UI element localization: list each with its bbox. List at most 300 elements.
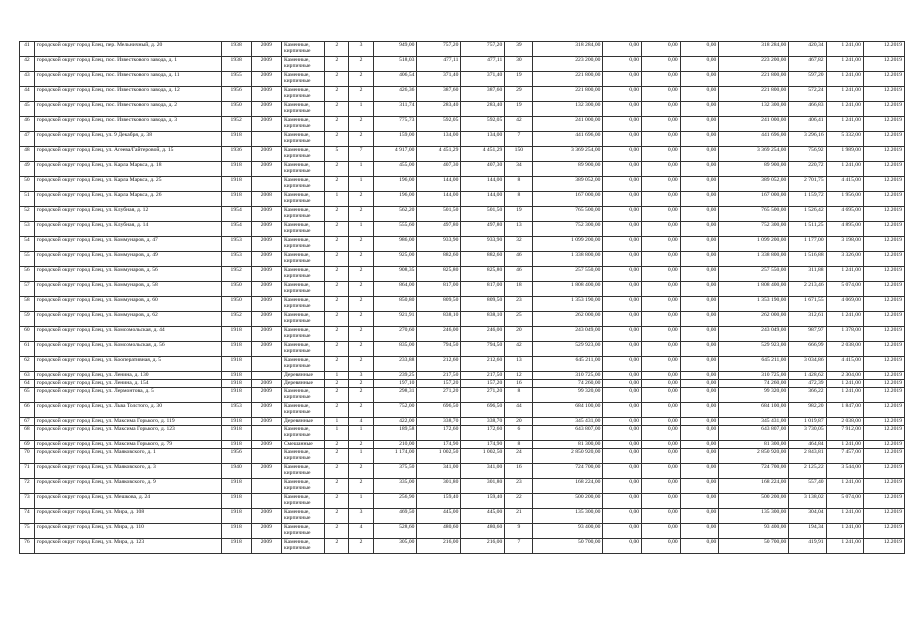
cell-cost-per-m2: 1 177,00 <box>789 237 826 252</box>
table-row <box>20 42 905 57</box>
housing-register-table <box>19 41 905 554</box>
cell-regional-funds: 0,00 <box>642 357 681 372</box>
cell-federal-funds: 0,00 <box>603 42 642 57</box>
cell-residential-area: 216,00 <box>461 539 505 554</box>
cell-limit-cost: 1 241,00 <box>826 312 863 327</box>
cell-build-year: 1954 <box>221 207 251 222</box>
cell-wall-material: Каменные, кирпичные <box>281 177 324 192</box>
cell-local-funds: 0,00 <box>680 539 719 554</box>
cell-limit-cost: 1 241,00 <box>826 267 863 282</box>
cell-residential-area: 174,90 <box>461 441 505 449</box>
cell-limit-cost: 1 956,00 <box>826 192 863 207</box>
cell-entrances: 2 <box>349 237 373 252</box>
cell-wall-material: Смешанные <box>281 441 324 449</box>
cell-federal-funds: 0,00 <box>603 509 642 524</box>
table-row <box>20 372 905 380</box>
cell-entrances: 2 <box>349 297 373 312</box>
cell-owner-funds: 50 700,00 <box>719 539 789 554</box>
cell-build-year: 1950 <box>221 102 251 117</box>
cell-residents: 19 <box>505 207 533 222</box>
cell-regional-funds: 0,00 <box>642 524 681 539</box>
cell-build-year: 1918 <box>221 494 251 509</box>
cell-federal-funds: 0,00 <box>603 192 642 207</box>
cell-residents: 13 <box>505 222 533 237</box>
cell-cost-per-m2: 1 159,72 <box>789 192 826 207</box>
cell-build-year: 1952 <box>221 117 251 132</box>
cell-residential-area: 794,50 <box>461 342 505 357</box>
cell-limit-cost: 1 241,00 <box>826 388 863 403</box>
cell-owner-funds: 1 808 400,00 <box>719 282 789 297</box>
cell-local-funds: 0,00 <box>680 327 719 342</box>
cell-limit-cost: 1 241,00 <box>826 524 863 539</box>
cell-entrances: 2 <box>349 57 373 72</box>
cell-entrances: 4 <box>349 418 373 426</box>
cell-living-area: 271,20 <box>417 388 461 403</box>
cell-build-year: 1955 <box>221 72 251 87</box>
cell-repair-year: 2009 <box>251 327 281 342</box>
table-row <box>20 312 905 327</box>
table-row <box>20 267 905 282</box>
cell-residential-area: 407,30 <box>461 162 505 177</box>
cell-cost-per-m2: 666,99 <box>789 342 826 357</box>
cell-limit-cost: 1 241,00 <box>826 162 863 177</box>
cell-address: городской округ город Елец, пос. Известкового завода, д. 3 <box>34 117 221 132</box>
cell-wall-material: Каменные, кирпичные <box>281 192 324 207</box>
cell-total-cost: 684 100,00 <box>533 403 603 418</box>
cell-entrances: 2 <box>349 117 373 132</box>
cell-row-number: 61 <box>20 342 35 357</box>
cell-wall-material: Каменные, кирпичные <box>281 87 324 102</box>
cell-limit-cost: 1 241,00 <box>826 479 863 494</box>
cell-regional-funds: 0,00 <box>642 87 681 102</box>
cell-build-year: 1956 <box>221 449 251 464</box>
cell-build-year: 1918 <box>221 192 251 207</box>
cell-entrances: 2 <box>349 252 373 267</box>
cell-repair-year: 2009 <box>251 57 281 72</box>
table-row <box>20 494 905 509</box>
cell-wall-material: Каменные, кирпичные <box>281 509 324 524</box>
cell-residential-area: 157,20 <box>461 380 505 388</box>
cell-residential-area: 217,50 <box>461 372 505 380</box>
cell-limit-cost: 3 198,00 <box>826 237 863 252</box>
cell-total-cost: 167 000,00 <box>533 192 603 207</box>
cell-floors: 2 <box>325 327 349 342</box>
cell-residents: 8 <box>505 441 533 449</box>
cell-regional-funds: 0,00 <box>642 418 681 426</box>
cell-federal-funds: 0,00 <box>603 388 642 403</box>
cell-cost-per-m2: 467,82 <box>789 57 826 72</box>
cell-completion-date: 12.2019 <box>863 282 904 297</box>
cell-regional-funds: 0,00 <box>642 403 681 418</box>
cell-living-area: 501,50 <box>417 207 461 222</box>
cell-address: городской округ город Елец, ул. Карла Маркса, д. 26 <box>34 192 221 207</box>
table-row <box>20 177 905 192</box>
cell-residential-area: 933,90 <box>461 237 505 252</box>
cell-row-number: 44 <box>20 87 35 102</box>
cell-federal-funds: 0,00 <box>603 237 642 252</box>
table-row <box>20 403 905 418</box>
cell-entrances: 3 <box>349 42 373 57</box>
cell-completion-date: 12.2019 <box>863 177 904 192</box>
cell-row-number: 76 <box>20 539 35 554</box>
cell-row-number: 41 <box>20 42 35 57</box>
cell-floors: 2 <box>325 524 349 539</box>
cell-total-cost: 99 320,00 <box>533 388 603 403</box>
cell-repair-year: 2009 <box>251 102 281 117</box>
cell-entrances: 2 <box>349 132 373 147</box>
cell-address: городской округ город Елец, ул. Коммунаров, д. 58 <box>34 282 221 297</box>
cell-completion-date: 12.2019 <box>863 222 904 237</box>
cell-completion-date: 12.2019 <box>863 87 904 102</box>
cell-address: городской округ город Елец, ул. Льва Толстого, д. 30 <box>34 403 221 418</box>
cell-total-area: 986,00 <box>373 237 417 252</box>
cell-address: городской округ город Елец, ул. Клубная, д. 12 <box>34 207 221 222</box>
cell-living-area: 301,80 <box>417 479 461 494</box>
cell-wall-material: Каменные, кирпичные <box>281 297 324 312</box>
cell-cost-per-m2: 982,20 <box>789 403 826 418</box>
cell-total-cost: 500 200,00 <box>533 494 603 509</box>
cell-cost-per-m2: 464,84 <box>789 441 826 449</box>
cell-row-number: 52 <box>20 207 35 222</box>
cell-residents: 7 <box>505 539 533 554</box>
cell-wall-material: Каменные, кирпичные <box>281 267 324 282</box>
cell-build-year: 1918 <box>221 509 251 524</box>
cell-completion-date: 12.2019 <box>863 426 904 441</box>
cell-build-year: 1918 <box>221 418 251 426</box>
cell-total-cost: 132 300,00 <box>533 102 603 117</box>
cell-completion-date: 12.2019 <box>863 237 904 252</box>
cell-address: городской округ город Елец, ул. Маяковского, д. 9 <box>34 479 221 494</box>
cell-federal-funds: 0,00 <box>603 72 642 87</box>
cell-federal-funds: 0,00 <box>603 297 642 312</box>
cell-regional-funds: 0,00 <box>642 237 681 252</box>
cell-repair-year: 2008 <box>251 192 281 207</box>
cell-residential-area: 338,70 <box>461 418 505 426</box>
cell-address: городской округ город Елец, ул. Коммунаров, д. 62 <box>34 312 221 327</box>
cell-living-area: 387,60 <box>417 87 461 102</box>
cell-total-area: 239,25 <box>373 372 417 380</box>
cell-row-number: 66 <box>20 403 35 418</box>
cell-living-area: 157,20 <box>417 380 461 388</box>
cell-residents: 25 <box>505 312 533 327</box>
cell-repair-year: 2009 <box>251 222 281 237</box>
cell-local-funds: 0,00 <box>680 380 719 388</box>
cell-owner-funds: 221 800,00 <box>719 87 789 102</box>
cell-residents: 21 <box>505 509 533 524</box>
cell-total-area: 375,50 <box>373 464 417 479</box>
cell-total-area: 298,31 <box>373 388 417 403</box>
cell-repair-year: 2009 <box>251 403 281 418</box>
cell-total-cost: 243 049,00 <box>533 327 603 342</box>
cell-local-funds: 0,00 <box>680 282 719 297</box>
cell-federal-funds: 0,00 <box>603 177 642 192</box>
cell-wall-material: Каменные, кирпичные <box>281 479 324 494</box>
cell-owner-funds: 1 353 190,00 <box>719 297 789 312</box>
cell-total-cost: 1 099 200,00 <box>533 237 603 252</box>
cell-completion-date: 12.2019 <box>863 524 904 539</box>
cell-local-funds: 0,00 <box>680 267 719 282</box>
cell-repair-year <box>251 479 281 494</box>
cell-cost-per-m2: 311,88 <box>789 267 826 282</box>
cell-total-cost: 223 200,00 <box>533 57 603 72</box>
cell-floors: 2 <box>325 494 349 509</box>
cell-build-year: 1938 <box>221 42 251 57</box>
cell-limit-cost: 1 241,00 <box>826 539 863 554</box>
cell-cost-per-m2: 756,92 <box>789 147 826 162</box>
cell-owner-funds: 389 052,00 <box>719 177 789 192</box>
cell-local-funds: 0,00 <box>680 403 719 418</box>
cell-residential-area: 809,50 <box>461 297 505 312</box>
cell-federal-funds: 0,00 <box>603 117 642 132</box>
cell-total-cost: 135 300,00 <box>533 509 603 524</box>
cell-repair-year: 2009 <box>251 524 281 539</box>
cell-federal-funds: 0,00 <box>603 147 642 162</box>
cell-residents: 8 <box>505 192 533 207</box>
cell-total-area: 835,00 <box>373 342 417 357</box>
cell-total-area: 197,10 <box>373 380 417 388</box>
cell-federal-funds: 0,00 <box>603 539 642 554</box>
cell-floors: 2 <box>325 87 349 102</box>
cell-build-year: 1918 <box>221 162 251 177</box>
cell-residential-area: 757,20 <box>461 42 505 57</box>
cell-regional-funds: 0,00 <box>642 162 681 177</box>
cell-regional-funds: 0,00 <box>642 380 681 388</box>
cell-limit-cost: 3 326,00 <box>826 252 863 267</box>
cell-entrances: 2 <box>349 388 373 403</box>
cell-build-year: 1950 <box>221 282 251 297</box>
cell-floors: 2 <box>325 380 349 388</box>
cell-living-area: 283,40 <box>417 102 461 117</box>
cell-residential-area: 477,11 <box>461 57 505 72</box>
cell-owner-funds: 684 100,00 <box>719 403 789 418</box>
cell-entrances: 1 <box>349 102 373 117</box>
cell-cost-per-m2: 2 843,81 <box>789 449 826 464</box>
cell-repair-year <box>251 426 281 441</box>
cell-cost-per-m2: 3 730,05 <box>789 426 826 441</box>
cell-floors: 2 <box>325 177 349 192</box>
cell-regional-funds: 0,00 <box>642 177 681 192</box>
table-row <box>20 57 905 72</box>
cell-limit-cost: 2 304,00 <box>826 372 863 380</box>
cell-regional-funds: 0,00 <box>642 426 681 441</box>
cell-address: городской округ город Елец, ул. Комсомольская, д. 44 <box>34 327 221 342</box>
cell-local-funds: 0,00 <box>680 418 719 426</box>
cell-repair-year: 2009 <box>251 207 281 222</box>
cell-residential-area: 212,60 <box>461 357 505 372</box>
cell-address: городской округ город Елец, пос. Известкового завода, д. 2 <box>34 102 221 117</box>
cell-living-area: 497,80 <box>417 222 461 237</box>
cell-wall-material: Каменные, кирпичные <box>281 494 324 509</box>
cell-total-area: 270,60 <box>373 327 417 342</box>
cell-floors: 5 <box>325 147 349 162</box>
table-row <box>20 72 905 87</box>
cell-residential-area: 283,40 <box>461 102 505 117</box>
cell-total-area: 1 174,00 <box>373 449 417 464</box>
table-row <box>20 524 905 539</box>
cell-residential-area: 144,00 <box>461 192 505 207</box>
cell-address: городской округ город Елец, ул. Мира, д. 108 <box>34 509 221 524</box>
cell-cost-per-m2: 366,22 <box>789 388 826 403</box>
cell-regional-funds: 0,00 <box>642 42 681 57</box>
cell-residents: 7 <box>505 132 533 147</box>
cell-floors: 2 <box>325 441 349 449</box>
table-row <box>20 162 905 177</box>
cell-residents: 23 <box>505 297 533 312</box>
cell-living-area: 817,00 <box>417 282 461 297</box>
cell-total-area: 528,60 <box>373 524 417 539</box>
cell-cost-per-m2: 2 125,22 <box>789 464 826 479</box>
cell-cost-per-m2: 1 511,25 <box>789 222 826 237</box>
cell-address: городской округ город Елец, ул. Максима Горького, д. 119 <box>34 418 221 426</box>
cell-living-area: 212,60 <box>417 357 461 372</box>
cell-completion-date: 12.2019 <box>863 162 904 177</box>
cell-repair-year: 2009 <box>251 464 281 479</box>
cell-row-number: 69 <box>20 441 35 449</box>
cell-limit-cost: 4 069,00 <box>826 297 863 312</box>
cell-entrances: 2 <box>349 403 373 418</box>
cell-residents: 19 <box>505 72 533 87</box>
cell-federal-funds: 0,00 <box>603 380 642 388</box>
cell-wall-material: Каменные, кирпичные <box>281 57 324 72</box>
cell-wall-material: Каменные, кирпичные <box>281 282 324 297</box>
cell-entrances: 2 <box>349 342 373 357</box>
cell-repair-year: 2009 <box>251 509 281 524</box>
cell-completion-date: 12.2019 <box>863 388 904 403</box>
cell-regional-funds: 0,00 <box>642 132 681 147</box>
cell-floors: 2 <box>325 449 349 464</box>
cell-entrances: 2 <box>349 380 373 388</box>
cell-wall-material: Каменные, кирпичные <box>281 342 324 357</box>
cell-total-cost: 1 353 190,00 <box>533 297 603 312</box>
cell-residents: 34 <box>505 162 533 177</box>
cell-wall-material: Каменные, кирпичные <box>281 162 324 177</box>
cell-cost-per-m2: 1 019,87 <box>789 418 826 426</box>
cell-address: городской округ город Елец, ул. Маяковского, д. 1 <box>34 449 221 464</box>
cell-wall-material: Каменные, кирпичные <box>281 237 324 252</box>
cell-limit-cost: 4 415,00 <box>826 177 863 192</box>
cell-residential-area: 159,40 <box>461 494 505 509</box>
cell-limit-cost: 1 241,00 <box>826 441 863 449</box>
cell-floors: 2 <box>325 117 349 132</box>
cell-floors: 2 <box>325 342 349 357</box>
cell-repair-year <box>251 449 281 464</box>
cell-cost-per-m2: 1 526,42 <box>789 207 826 222</box>
cell-floors: 1 <box>325 192 349 207</box>
table-row <box>20 479 905 494</box>
cell-cost-per-m2: 472,39 <box>789 380 826 388</box>
cell-entrances: 1 <box>349 162 373 177</box>
cell-cost-per-m2: 2 213,46 <box>789 282 826 297</box>
cell-federal-funds: 0,00 <box>603 342 642 357</box>
cell-completion-date: 12.2019 <box>863 102 904 117</box>
table-row <box>20 380 905 388</box>
cell-residential-area: 501,50 <box>461 207 505 222</box>
cell-address: городской округ город Елец, ул. Коммунаров, д. 49 <box>34 252 221 267</box>
cell-residential-area: 172,60 <box>461 426 505 441</box>
cell-address: городской округ город Елец, ул. 9 Декабря, д. 38 <box>34 132 221 147</box>
cell-residents: 42 <box>505 117 533 132</box>
cell-row-number: 54 <box>20 237 35 252</box>
cell-cost-per-m2: 220,72 <box>789 162 826 177</box>
cell-local-funds: 0,00 <box>680 449 719 464</box>
cell-build-year: 1918 <box>221 426 251 441</box>
cell-regional-funds: 0,00 <box>642 297 681 312</box>
table-row <box>20 426 905 441</box>
cell-floors: 2 <box>325 464 349 479</box>
cell-federal-funds: 0,00 <box>603 426 642 441</box>
cell-completion-date: 12.2019 <box>863 441 904 449</box>
cell-owner-funds: 441 696,00 <box>719 132 789 147</box>
cell-build-year: 1918 <box>221 388 251 403</box>
cell-residential-area: 246,00 <box>461 327 505 342</box>
cell-total-cost: 262 000,00 <box>533 312 603 327</box>
cell-cost-per-m2: 2 701,75 <box>789 177 826 192</box>
cell-regional-funds: 0,00 <box>642 342 681 357</box>
cell-wall-material: Каменные, кирпичные <box>281 357 324 372</box>
cell-limit-cost: 4 695,00 <box>826 207 863 222</box>
cell-residents: 22 <box>505 494 533 509</box>
cell-floors: 2 <box>325 297 349 312</box>
cell-regional-funds: 0,00 <box>642 72 681 87</box>
cell-total-area: 406,54 <box>373 72 417 87</box>
cell-local-funds: 0,00 <box>680 312 719 327</box>
cell-address: городской округ город Елец, ул. Кооперативная, д. 5 <box>34 357 221 372</box>
cell-total-area: 752,00 <box>373 403 417 418</box>
cell-residential-area: 1 002,50 <box>461 449 505 464</box>
cell-regional-funds: 0,00 <box>642 147 681 162</box>
cell-completion-date: 12.2019 <box>863 380 904 388</box>
cell-wall-material: Каменные, кирпичные <box>281 42 324 57</box>
cell-living-area: 407,30 <box>417 162 461 177</box>
cell-row-number: 49 <box>20 162 35 177</box>
cell-floors: 1 <box>325 372 349 380</box>
cell-residential-area: 882,60 <box>461 252 505 267</box>
cell-entrances: 1 <box>349 177 373 192</box>
cell-owner-funds: 243 049,00 <box>719 327 789 342</box>
cell-residential-area: 144,00 <box>461 177 505 192</box>
cell-local-funds: 0,00 <box>680 494 719 509</box>
cell-cost-per-m2: 194,34 <box>789 524 826 539</box>
cell-cost-per-m2: 3 296,16 <box>789 132 826 147</box>
cell-address: городской округ город Елец, ул. Клубная, д. 14 <box>34 222 221 237</box>
cell-total-area: 256,90 <box>373 494 417 509</box>
cell-living-area: 371,40 <box>417 72 461 87</box>
cell-owner-funds: 1 099 200,00 <box>719 237 789 252</box>
cell-local-funds: 0,00 <box>680 57 719 72</box>
cell-total-cost: 1 338 800,00 <box>533 252 603 267</box>
cell-completion-date: 12.2019 <box>863 117 904 132</box>
cell-entrances: 1 <box>349 449 373 464</box>
cell-local-funds: 0,00 <box>680 297 719 312</box>
cell-living-area: 159,40 <box>417 494 461 509</box>
cell-wall-material: Каменные, кирпичные <box>281 539 324 554</box>
cell-completion-date: 12.2019 <box>863 132 904 147</box>
cell-total-cost: 529 923,00 <box>533 342 603 357</box>
cell-completion-date: 12.2019 <box>863 267 904 282</box>
cell-limit-cost: 1 241,00 <box>826 117 863 132</box>
cell-residential-area: 271,20 <box>461 388 505 403</box>
cell-limit-cost: 7 457,00 <box>826 449 863 464</box>
cell-entrances: 2 <box>349 87 373 102</box>
cell-living-area: 216,00 <box>417 539 461 554</box>
cell-completion-date: 12.2019 <box>863 479 904 494</box>
cell-federal-funds: 0,00 <box>603 403 642 418</box>
cell-row-number: 64 <box>20 380 35 388</box>
cell-cost-per-m2: 557,40 <box>789 479 826 494</box>
cell-residents: 13 <box>505 357 533 372</box>
cell-repair-year: 2009 <box>251 380 281 388</box>
cell-wall-material: Деревянные <box>281 380 324 388</box>
